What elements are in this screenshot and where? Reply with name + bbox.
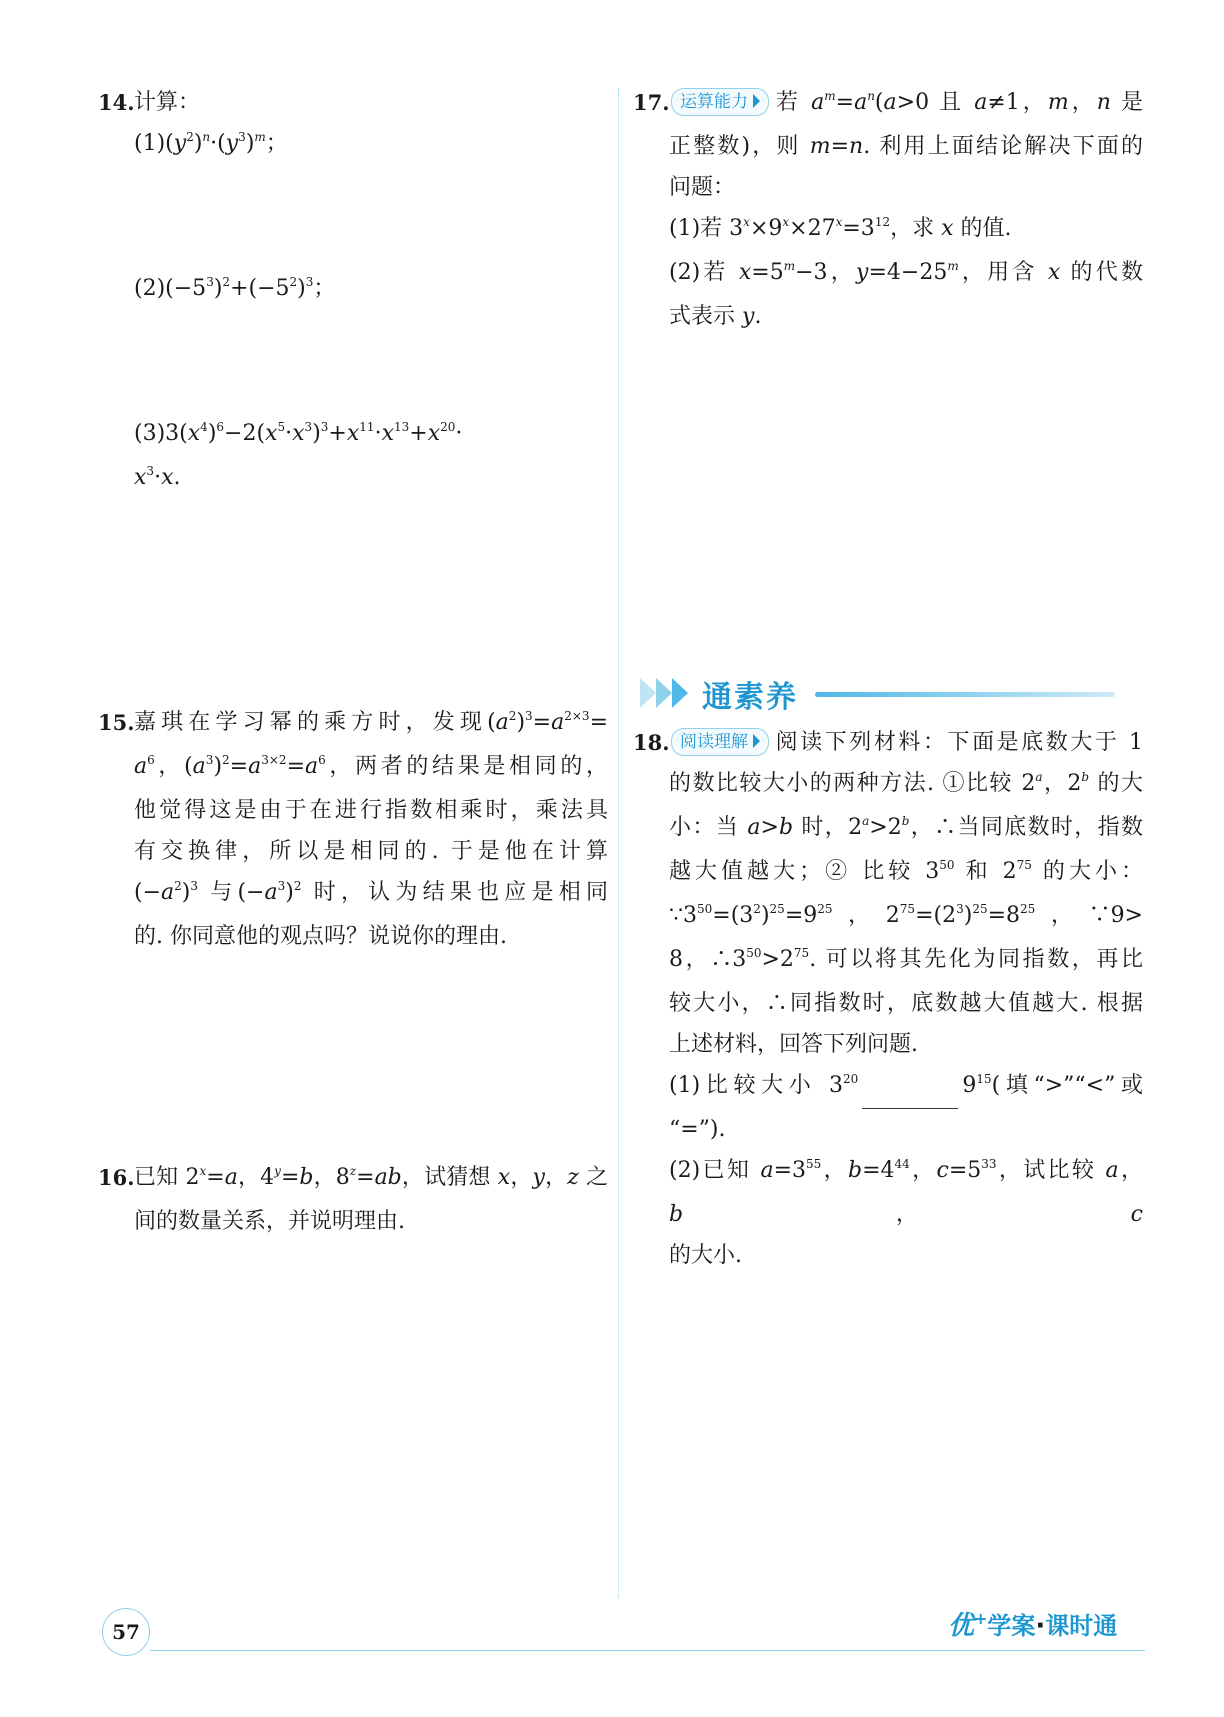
section-title: 通素养 <box>702 680 798 715</box>
sub-question-3-cont: $x^3\cdot x$. <box>134 464 181 490</box>
question-number: 18. <box>633 730 670 755</box>
brand-name: 学案 <box>987 1612 1036 1640</box>
chevron-icon <box>672 678 688 708</box>
question-number: 15. <box>98 710 135 735</box>
skill-tag: 运算能力 <box>671 88 769 116</box>
question-number: 16. <box>98 1165 135 1190</box>
chevron-icon <box>656 678 672 708</box>
brand-dot: · <box>1035 1611 1046 1641</box>
column-divider <box>618 88 619 1598</box>
section-banner <box>640 672 1130 716</box>
question-text: 运算能力 若 $a^m=a^n(a>0$ 且 a≠1，m，n 是 正整数)，则 m=n. 利用上面结论解决下面的 问题： (1)若 $3^x\times 9^x\times 27^x=3^{12}$，求 x 的值. (2)若 $x=5^m-3$，$y=4-25^m$，用含 x 的代数 式表示 y. <box>669 89 1144 329</box>
banner-rule <box>815 692 1115 697</box>
question-number: 14. <box>98 90 135 115</box>
answer-blank[interactable] <box>862 1080 958 1109</box>
footer-rule <box>150 1650 1145 1651</box>
sub-question-1: (1)若 $3^x\times 9^x\times 27^x=3^{12}$，求 x 的值. <box>669 215 1012 241</box>
question-number: 17. <box>633 90 670 115</box>
sub-question-3: $(3)3(x^4)^6-2(x^5\cdot x^3)^3+x^{11}\cdot x^{13}+x^{20}\cdot$ <box>134 420 463 446</box>
sub-question-1: (1)比较大小 $3^{20}$ $9^{15}$(填“>”“<”或 <box>669 1065 1143 1109</box>
brand-plus: + <box>974 1609 988 1628</box>
question-14 <box>98 82 608 501</box>
sub-question-2: (2)已知 $a=3^{55}$，$b=4^{44}$，$c=5^{33}$，试比较 a，b，c <box>669 1157 1143 1227</box>
page-number: 57 <box>102 1608 150 1656</box>
skill-tag: 阅读理解 <box>671 728 769 756</box>
brand-logo <box>948 1605 1117 1642</box>
question-text: 阅读理解 阅读下列材料：下面是底数大于 1 的数比较大小的两种方法. ①比较 2$^a$，2$^b$ 的大 小：当 a>b 时，$2^a>2^b$，∴当同底数时，指数 越大值越大；② 比较 $3^{50}$ 和 $2^{75}$ 的大小： $\because 3^{50}=(3^2)^{25}=9^{25}$，$2^{75}=(2^3)^{25}=8^{25}$，∵9> 8，$\therefore 3^{50}>2^{75}$. 可以将其先化为同指数，再比 较大小，∴同指数时，底数越大值越大. 根据 上述材料，回答下列问题. (1)比较大小 $3^{20}$ $9^{15}$(填“>”“<”或 “=”). (2)已知 $a=3^{55}$，$b=4^{44}$，$c=5^{33}$，试比较 a，b，c 的大小. <box>669 730 1144 1268</box>
sub-question-2: (2)若 $x=5^m-3$，$y=4-25^m$，用含 x 的代数 <box>669 259 1143 285</box>
chevron-icon <box>640 678 656 708</box>
question-text: 已知 $2^x=a$，$4^y=b$，$8^z=ab$，试猜想 x，y，z 之 间的数量关系，并说明理由. <box>134 1164 608 1234</box>
question-title: 计算： <box>134 90 201 115</box>
question-18 <box>633 722 1143 1276</box>
question-16 <box>98 1157 608 1242</box>
sub-question-2: $(2)(-5^3)^2+(-5^2)^3$； <box>134 275 336 301</box>
sub-question-1: $(1)(y^2)^n\cdot(y^3)^m$； <box>134 130 288 156</box>
question-text: 嘉琪在学习幂的乘方时，发现$(a^2)^3=a^{2\times 3}=$ $a^6$，$(a^3)^2=a^{3\times 2}=a^6$，两者的结果是相同的， 他觉得这是由于在进行指数相乘时，乘法具 有交换律，所以是相同的. 于是他在计算 $(-a^2)^3$ 与$(-a^3)^2$ 时，认为结果也应是相同 的. 你同意他的观点吗？说说你的理由. <box>134 709 608 949</box>
brand-main: 优 <box>948 1611 975 1641</box>
question-15 <box>98 702 608 957</box>
brand-sub: 课时通 <box>1045 1612 1118 1640</box>
question-17 <box>633 82 1143 337</box>
